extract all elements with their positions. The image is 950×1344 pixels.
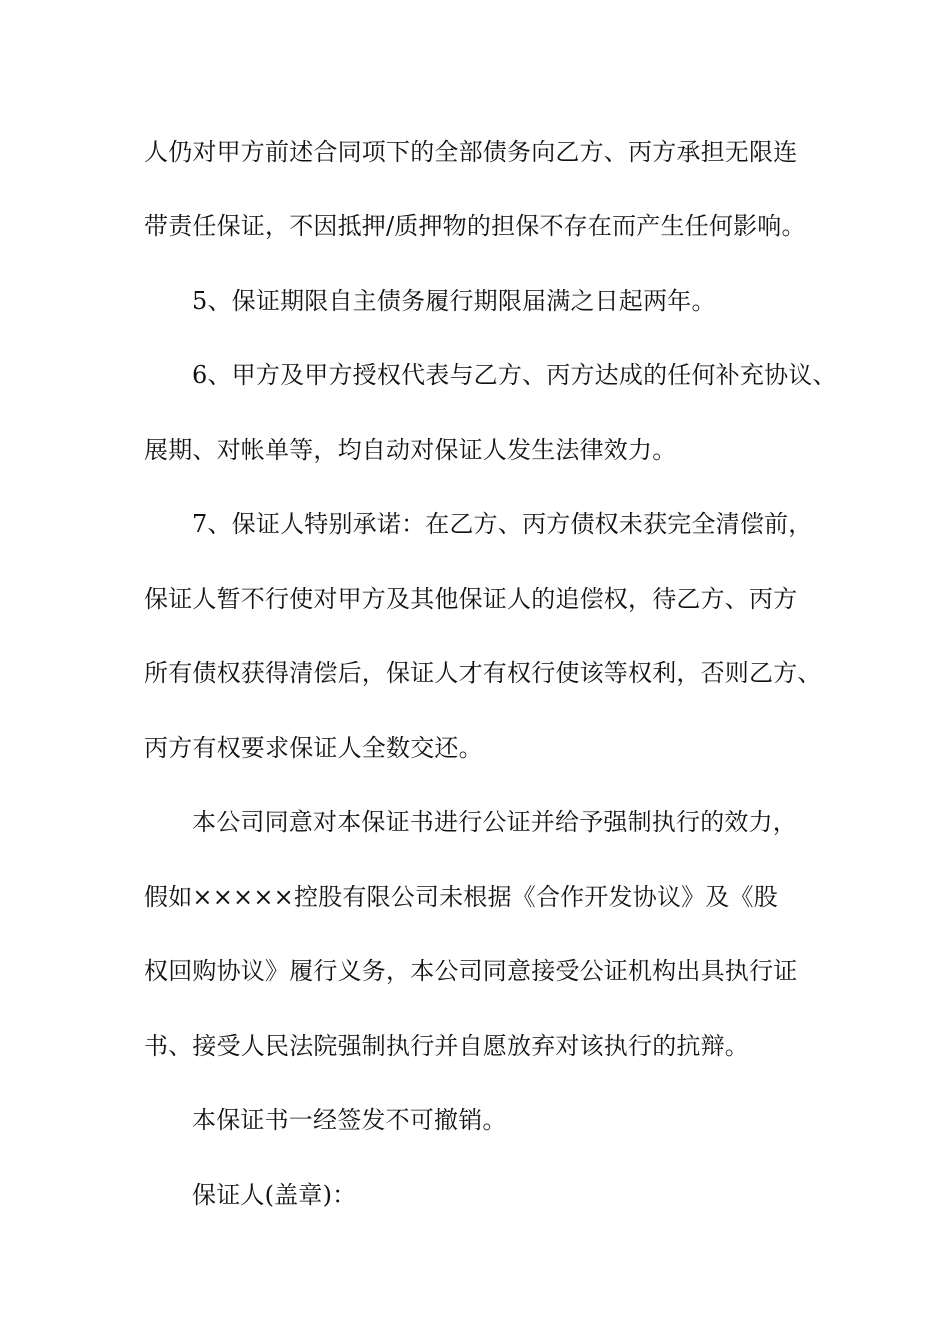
text-line: 保证人暂不行使对甲方及其他保证人的追偿权，待乙方、丙方 [144,585,798,613]
text-line: 展期、对帐单等，均自动对保证人发生法律效力。 [144,436,677,464]
text-line: 书、接受人民法院强制执行并自愿放弃对该执行的抗辩。 [144,1032,749,1060]
text-line: 权回购协议》履行义务，本公司同意接受公证机构出具执行证 [144,957,798,985]
clause-5: 5、保证期限自主债务履行期限届满之日起两年。 [192,287,716,315]
notarization-paragraph: 本公司同意对本保证书进行公证并给予强制执行的效力， [192,808,797,836]
clause-6: 6、甲方及甲方授权代表与乙方、丙方达成的任何补充协议、 [192,361,837,389]
text-line: 所有债权获得清偿后，保证人才有权行使该等权利，否则乙方、 [144,659,822,687]
text-line: 人仍对甲方前述合同项下的全部债务向乙方、丙方承担无限连 [144,138,798,166]
irrevocable-statement: 本保证书一经签发不可撤销。 [192,1106,507,1134]
guarantor-seal-label: 保证人(盖章)： [192,1181,357,1209]
clause-7: 7、保证人特别承诺：在乙方、丙方债权未获完全清偿前， [192,510,813,538]
text-line: 带责任保证，不因抵押/质押物的担保不存在而产生任何影响。 [144,212,806,240]
text-line: 丙方有权要求保证人全数交还。 [144,734,483,762]
text-line: 假如×××××控股有限公司未根据《合作开发协议》及《股 [144,883,778,911]
